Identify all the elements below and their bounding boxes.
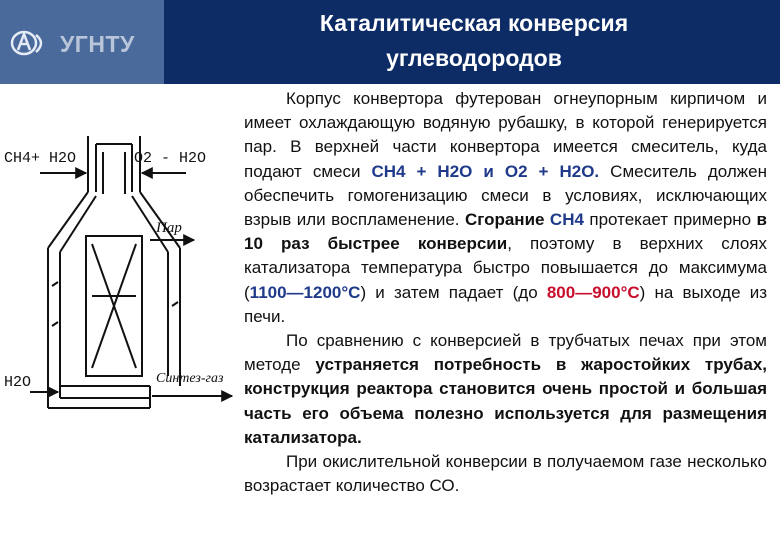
slide-title: [168, 6, 780, 76]
label-steam: Пар: [156, 220, 182, 236]
p1-text-1: Корпус конвертора футерован огнеупорным кирпичом и имеет охлаждающую водяную рубашку, в которой генерируется пар. В верхней части конвертора имеется смеситель, куда подают смеси: [244, 89, 767, 181]
label-h2o-inlet: H2O: [4, 374, 32, 391]
p1-tmax: 1100—1200°С: [249, 282, 361, 302]
p1-text-2: Смеситель должен обеспечить гомогенизацию смеси в условиях, исключающих взрыв или воспламенение.: [244, 161, 767, 230]
slide-header: [0, 0, 780, 84]
p1-ch4: CH4: [549, 210, 584, 230]
p2-bold: устраняется потребность в жаростойких трубах, конструкция реактора становится очень простой и большая часть его объема полезно используется для размещения катализатора.: [244, 355, 768, 447]
p1-text-5: ) и затем падает (до: [360, 282, 547, 302]
paragraph-1: [244, 87, 767, 329]
p1-faster: в 10 раз быстрее конверсии: [244, 210, 767, 254]
p1-text-6: ) на выходе из печи.: [244, 282, 767, 326]
p1-tout: 800—900°С: [546, 282, 640, 302]
logo-text: УГНТУ: [60, 31, 135, 57]
logo-area: [0, 0, 164, 84]
p1-text-3: протекает примерно: [583, 210, 757, 230]
body-text: [244, 87, 767, 498]
p2-text-1: По сравнению с конверсией в трубчатых печах при этом методе: [244, 331, 767, 375]
label-syngas: Синтез-газ: [156, 371, 224, 386]
p3-text-1: При окислительной конверсии в получаемом газе несколько возрастает количество СО.: [244, 452, 767, 496]
label-ch4-h2o: CH4+ H2O: [4, 150, 77, 167]
title-line-1: Каталитическая конверсия: [319, 10, 629, 36]
p1-combustion: Сгорание: [464, 210, 545, 230]
converter-diagram: [0, 86, 240, 540]
paragraph-2: [244, 329, 767, 450]
paragraph-3: [244, 450, 767, 498]
p1-text-4: , поэтому в верхних слоях катализатора температура быстро повышается до максимума (: [244, 234, 768, 302]
p1-mixture: CH4 + H2O и O2 + H2O.: [371, 161, 600, 181]
university-emblem-icon: [10, 30, 50, 56]
title-line-2: углеводородов: [386, 45, 562, 71]
label-o2-h2o: O2 - H2O: [134, 150, 207, 167]
